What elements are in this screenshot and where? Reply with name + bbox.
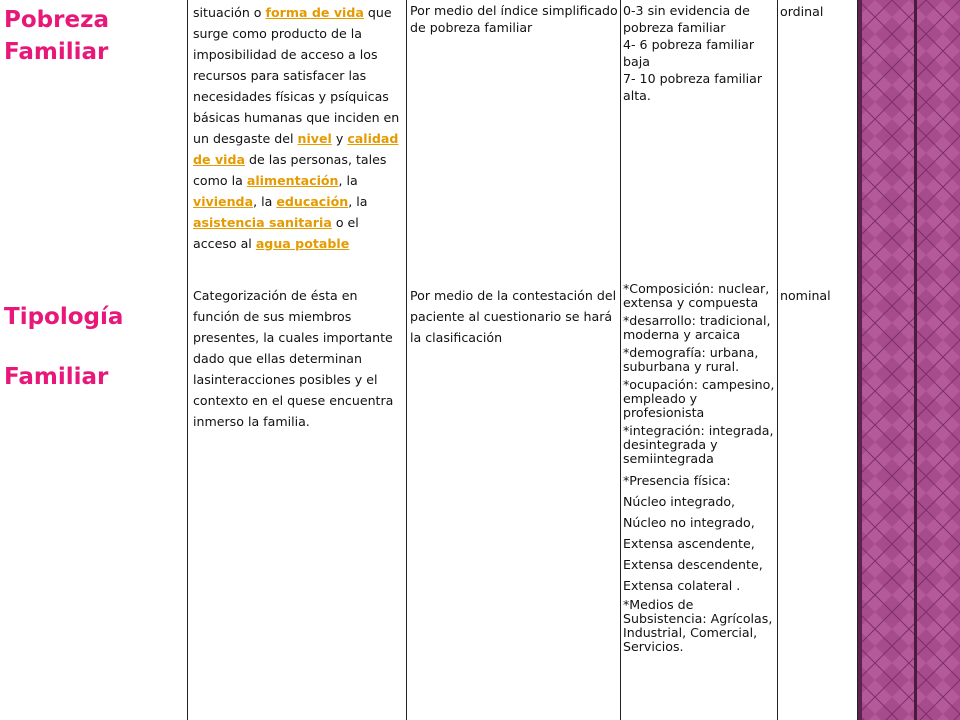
column-divider xyxy=(187,0,188,720)
definition-segment: que surge como producto de la imposibilidad de acceso a los recursos para satisfacer las necesidades físicas y psíquicas básicas humanas que inciden en un desgaste del xyxy=(193,5,400,146)
definition-link[interactable]: calidad de vida xyxy=(193,131,399,167)
definition-link[interactable]: vivienda xyxy=(193,194,254,209)
value-item: *desarrollo: tradicional, moderna y arcaica xyxy=(623,313,771,342)
value-item: 0-3 sin evidencia de pobreza familiar xyxy=(623,3,750,35)
value-item: Extensa ascendente, xyxy=(623,536,755,551)
definition-segment: o el acceso al xyxy=(193,215,359,251)
definition-segment: , la xyxy=(253,194,277,209)
column-divider xyxy=(406,0,407,720)
measure-text: Por medio del índice simplificado de pobreza familiar xyxy=(410,3,618,35)
definition-link[interactable]: educación xyxy=(276,194,349,209)
definition-segment: , la xyxy=(348,194,368,209)
scale-text: ordinal xyxy=(780,4,824,19)
definition-segment: de las personas, tales como la xyxy=(193,152,387,188)
value-item: *ocupación: campesino, empleado y profesionista xyxy=(623,377,775,420)
values-list xyxy=(623,282,779,658)
variable-title-line: Familiar xyxy=(4,364,109,390)
definition-link[interactable]: nivel xyxy=(297,131,332,146)
scale-text: nominal xyxy=(780,288,831,303)
variable-title-line: Tipología xyxy=(4,304,124,330)
definition-link[interactable]: agua potable xyxy=(255,236,350,251)
variable-title-line: Pobreza xyxy=(4,7,109,33)
variable-title xyxy=(4,4,109,68)
definition-text xyxy=(193,2,405,254)
value-item: 4- 6 pobreza familiar baja xyxy=(623,37,755,69)
values-list xyxy=(623,2,779,104)
value-item: *Presencia física: xyxy=(623,473,731,488)
column-divider xyxy=(620,0,621,720)
value-item: Extensa colateral . xyxy=(623,578,741,593)
definition-segment: situación o xyxy=(193,5,266,20)
diamond-pattern xyxy=(858,0,960,720)
value-item: Núcleo integrado, xyxy=(623,494,736,509)
value-item: 7- 10 pobreza familiar alta. xyxy=(623,71,763,103)
definition-segment: , la xyxy=(338,173,358,188)
decorative-pattern xyxy=(858,0,960,720)
definition-link[interactable]: alimentación xyxy=(246,173,339,188)
value-item: *Medios de Subsistencia: Agrícolas, Industrial, Comercial, Servicios. xyxy=(623,597,773,654)
definition-link[interactable]: forma de vida xyxy=(265,5,364,20)
value-item: *Composición: nuclear, extensa y compuesta xyxy=(623,281,770,310)
value-item: *demografía: urbana, suburbana y rural. xyxy=(623,345,759,374)
variable-title-line: Familiar xyxy=(4,39,109,65)
definition-text: Categorización de ésta en función de sus miembros presentes, la cuales importante dado que ellas determinan lasinteracciones posibles y el contexto en el quese encuentra inmerso la familia. xyxy=(193,288,394,429)
variable-title xyxy=(4,287,123,407)
value-item: Extensa descendente, xyxy=(623,557,763,572)
measure-text: Por medio de la contestación del paciente al cuestionario se hará la clasificación xyxy=(410,288,617,345)
definition-segment: y xyxy=(331,131,348,146)
definition-link[interactable]: asistencia sanitaria xyxy=(193,215,332,230)
value-item: Núcleo no integrado, xyxy=(623,515,755,530)
value-item: *integración: integrada, desintegrada y semiintegrada xyxy=(623,423,774,466)
